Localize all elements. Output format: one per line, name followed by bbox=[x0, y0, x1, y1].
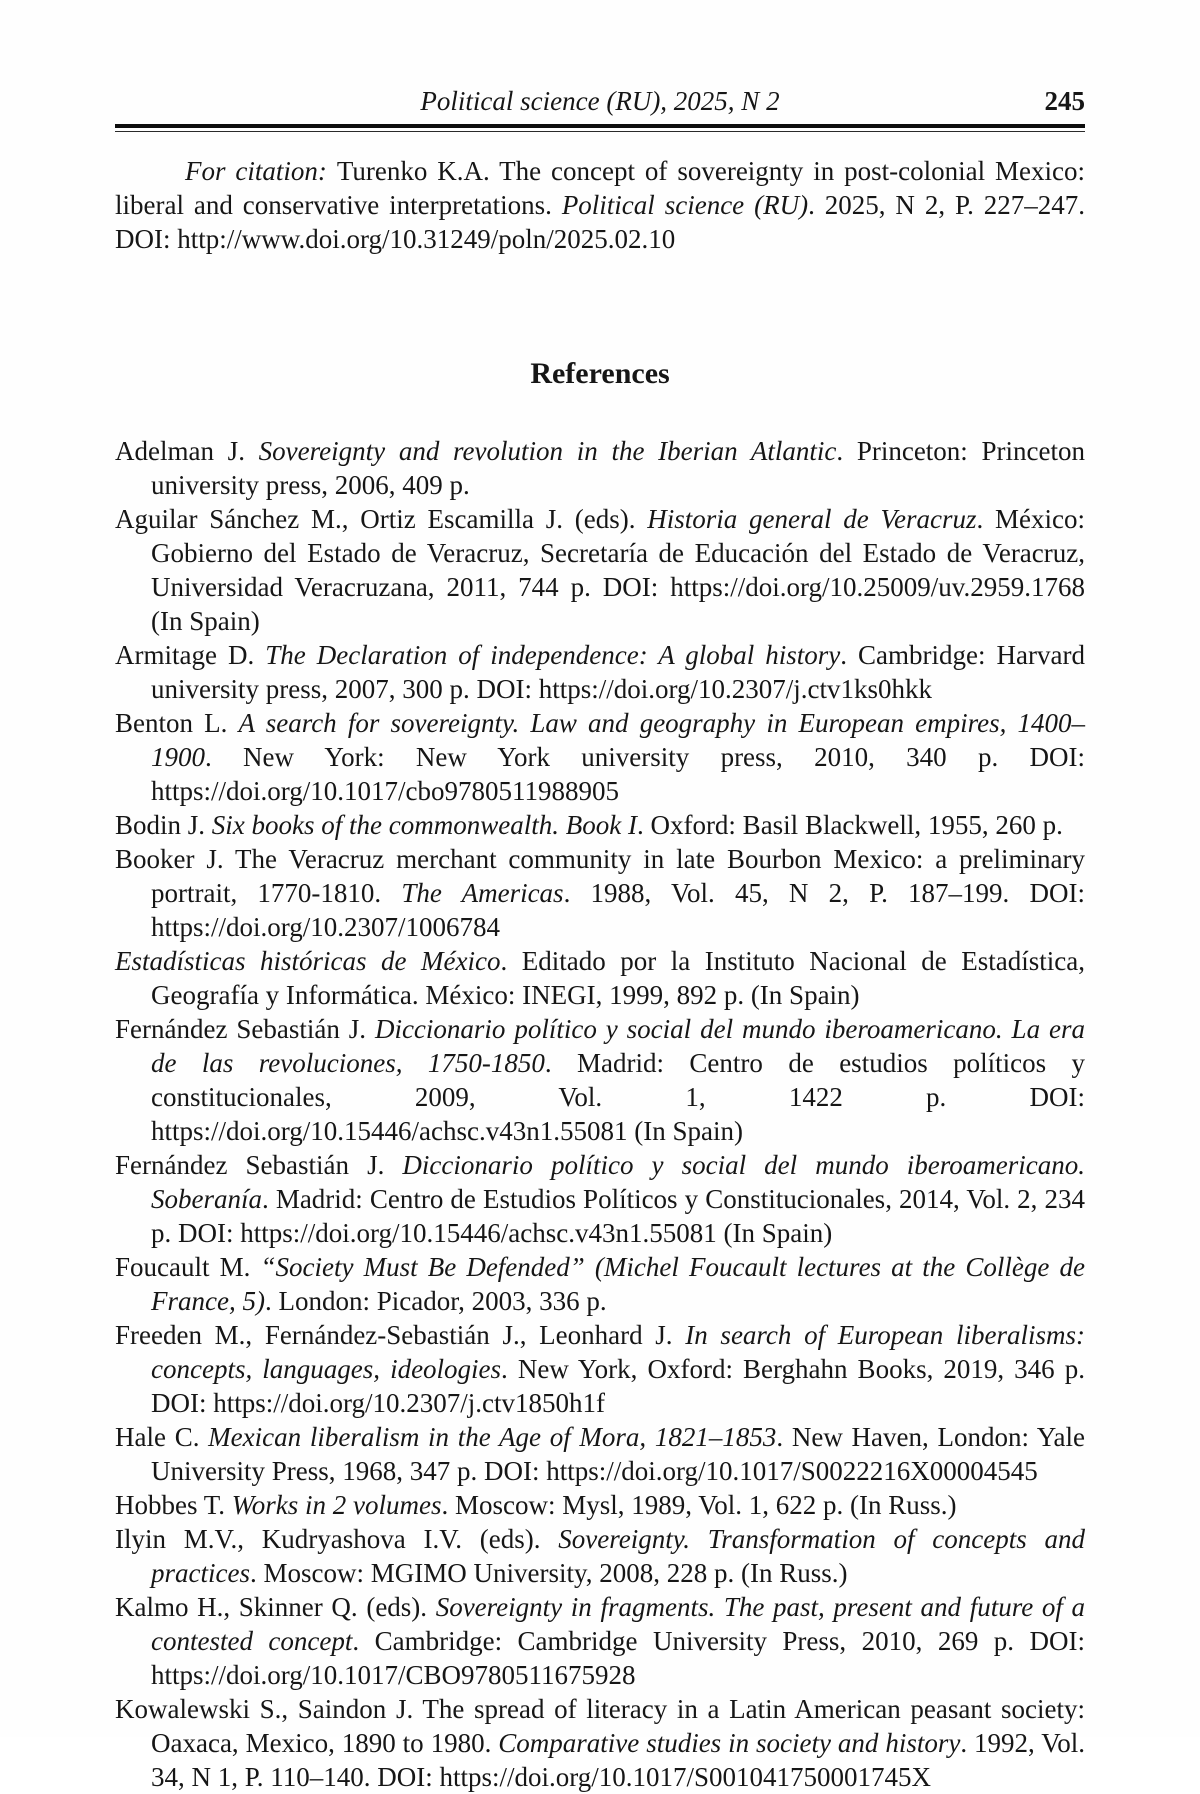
italic-text-run: For citation: bbox=[185, 156, 337, 186]
text-run: . Cambridge: Cambridge University Press, 2010, 269 p. DOI: https://doi.org/10.1017/CBO9780511675928 bbox=[151, 1626, 1085, 1690]
text-run: Benton L. bbox=[115, 708, 239, 738]
reference-entry bbox=[115, 1590, 1085, 1692]
text-run: Fernández Sebastián J. bbox=[115, 1150, 403, 1180]
italic-text-run: Works in 2 volumes bbox=[231, 1490, 442, 1520]
italic-text-run: “Society Must Be Defended” (Michel Foucault lectures at the Collège de France, 5) bbox=[151, 1252, 1086, 1316]
italic-text-run: In search of European liberalisms: concepts, languages, ideologies bbox=[151, 1320, 1085, 1384]
text-run: Turenko K.A. The concept of sovereignty in post-colonial Mexico: liberal and conservative interpretations. bbox=[115, 156, 1085, 220]
reference-entry bbox=[115, 1318, 1085, 1420]
reference-entry bbox=[115, 434, 1085, 502]
reference-entry bbox=[115, 1250, 1085, 1318]
text-run: Bodin J. bbox=[115, 810, 212, 840]
page-number: 245 bbox=[1044, 86, 1085, 116]
reference-entry bbox=[115, 1148, 1085, 1250]
journal-header-title: Political science (RU), 2025, N 2 bbox=[420, 86, 780, 116]
text-run: Adelman J. bbox=[115, 436, 259, 466]
text-run: . New York: New York university press, 2010, 340 p. DOI: https://doi.org/10.1017/cbo9780511988905 bbox=[151, 742, 1085, 806]
references-list bbox=[115, 434, 1085, 1794]
citation-paragraph bbox=[115, 154, 1085, 256]
reference-entry bbox=[115, 706, 1085, 808]
text-run: . New Haven, London: Yale University Press, 1968, 347 p. DOI: https://doi.org/10.1017/S0022216X00004545 bbox=[151, 1422, 1085, 1486]
italic-text-run: Sovereignty. Transformation of concepts and practices bbox=[151, 1524, 1086, 1588]
text-run: . 1992, Vol. 34, N 1, P. 110–140. DOI: https://doi.org/10.1017/S001041750001745X bbox=[151, 1728, 1085, 1792]
reference-entry bbox=[115, 638, 1085, 706]
reference-entry bbox=[115, 1012, 1085, 1148]
italic-text-run: Political science (RU) bbox=[561, 190, 809, 220]
text-run: Kalmo H., Skinner Q. (eds). bbox=[115, 1592, 436, 1622]
text-run: . Oxford: Basil Blackwell, 1955, 260 p. bbox=[636, 810, 1063, 840]
reference-entry bbox=[115, 502, 1085, 638]
italic-text-run: Historia general de Veracruz bbox=[647, 504, 977, 534]
reference-entry bbox=[115, 808, 1085, 842]
text-run: Hale C. bbox=[115, 1422, 209, 1452]
text-run: Aguilar Sánchez M., Ortiz Escamilla J. (eds). bbox=[115, 504, 648, 534]
text-run: Booker J. The Veracruz merchant community in late Bourbon Mexico: a preliminary portrait, 1770-1810. bbox=[115, 844, 1085, 908]
text-run: . Madrid: Centro de Estudios Políticos y Constitucionales, 2014, Vol. 2, 234 p. DOI: https://doi.org/10.15446/achsc.v43n1.55081 (In Spain) bbox=[151, 1184, 1085, 1248]
reference-entry bbox=[115, 1420, 1085, 1488]
reference-entry bbox=[115, 944, 1085, 1012]
text-run: . Princeton: Princeton university press, 2006, 409 p. bbox=[151, 436, 1085, 500]
reference-entry bbox=[115, 1488, 1085, 1522]
text-run: . Moscow: MGIMO University, 2008, 228 p. (In Russ.) bbox=[249, 1558, 848, 1588]
text-run: Armitage D. bbox=[115, 640, 266, 670]
references-heading: References bbox=[530, 357, 670, 390]
running-header bbox=[115, 84, 1085, 118]
reference-entry bbox=[115, 1692, 1085, 1794]
reference-entry bbox=[115, 1522, 1085, 1590]
italic-text-run: The Americas bbox=[401, 878, 564, 908]
text-run: Freeden M., Fernández-Sebastián J., Leonhard J. bbox=[115, 1320, 686, 1350]
italic-text-run: Diccionario político y social del mundo iberoamericano. Soberanía bbox=[151, 1150, 1085, 1214]
text-run: . 1988, Vol. 45, N 2, P. 187–199. DOI: https://doi.org/10.2307/1006784 bbox=[151, 878, 1085, 942]
italic-text-run: Sovereignty and revolution in the Iberian Atlantic bbox=[258, 436, 837, 466]
text-run: . London: Picador, 2003, 336 p. bbox=[264, 1286, 607, 1316]
italic-text-run: Diccionario político y social del mundo iberoamericano. La era de las revoluciones, 1750-1850 bbox=[151, 1014, 1085, 1078]
text-run: Foucault M. bbox=[115, 1252, 261, 1282]
italic-text-run: Six books of the commonwealth. Book I bbox=[211, 810, 637, 840]
text-run: Ilyin M.V., Kudryashova I.V. (eds). bbox=[115, 1524, 559, 1554]
italic-text-run: Sovereignty in fragments. The past, present and future of a contested concept bbox=[151, 1592, 1085, 1656]
text-run: . Moscow: Mysl, 1989, Vol. 1, 622 p. (In Russ.) bbox=[441, 1490, 957, 1520]
italic-text-run: Estadísticas históricas de México bbox=[115, 946, 501, 976]
text-run: Kowalewski S., Saindon J. The spread of literacy in a Latin American peasant society: Oaxaca, Mexico, 1890 to 1980. bbox=[115, 1694, 1085, 1758]
text-run: . New York, Oxford: Berghahn Books, 2019, 346 p. DOI: https://doi.org/10.2307/j.ctv1850h1f bbox=[151, 1354, 1085, 1418]
reference-entry bbox=[115, 842, 1085, 944]
header-rule bbox=[115, 124, 1085, 132]
italic-text-run: Comparative studies in society and history bbox=[498, 1728, 961, 1758]
italic-text-run: The Declaration of independence: A global history bbox=[265, 640, 841, 670]
text-run: Fernández Sebastián J. bbox=[115, 1014, 375, 1044]
text-run: . México: Gobierno del Estado de Veracruz, Secretaría de Educación del Estado de Veracruz, Universidad Veracruzana, 2011, 744 p. DOI: https://doi.org/10.25009/uv.2959.1768 (In Spain) bbox=[151, 504, 1086, 636]
text-run: . Cambridge: Harvard university press, 2007, 300 p. DOI: https://doi.org/10.2307/j.ctv1ks0hkk bbox=[151, 640, 1085, 704]
italic-text-run: Mexican liberalism in the Age of Mora, 1821–1853 bbox=[208, 1422, 777, 1452]
italic-text-run: A search for sovereignty. Law and geography in European empires, 1400–1900 bbox=[151, 708, 1085, 772]
text-run: . Madrid: Centro de estudios políticos y constitucionales, 2009, Vol. 1, 1422 p. DOI: https://doi.org/10.15446/achsc.v43n1.55081 (In Spain) bbox=[151, 1048, 1085, 1146]
text-run: Hobbes T. bbox=[115, 1490, 232, 1520]
text-run: . Editado por la Instituto Nacional de Estadística, Geografía y Informática. México: INEGI, 1999, 892 p. (In Spain) bbox=[151, 946, 1085, 1010]
text-run: . 2025, N 2, P. 227–247. DOI: http://www.doi.org/10.31249/poln/2025.02.10 bbox=[115, 190, 1085, 254]
